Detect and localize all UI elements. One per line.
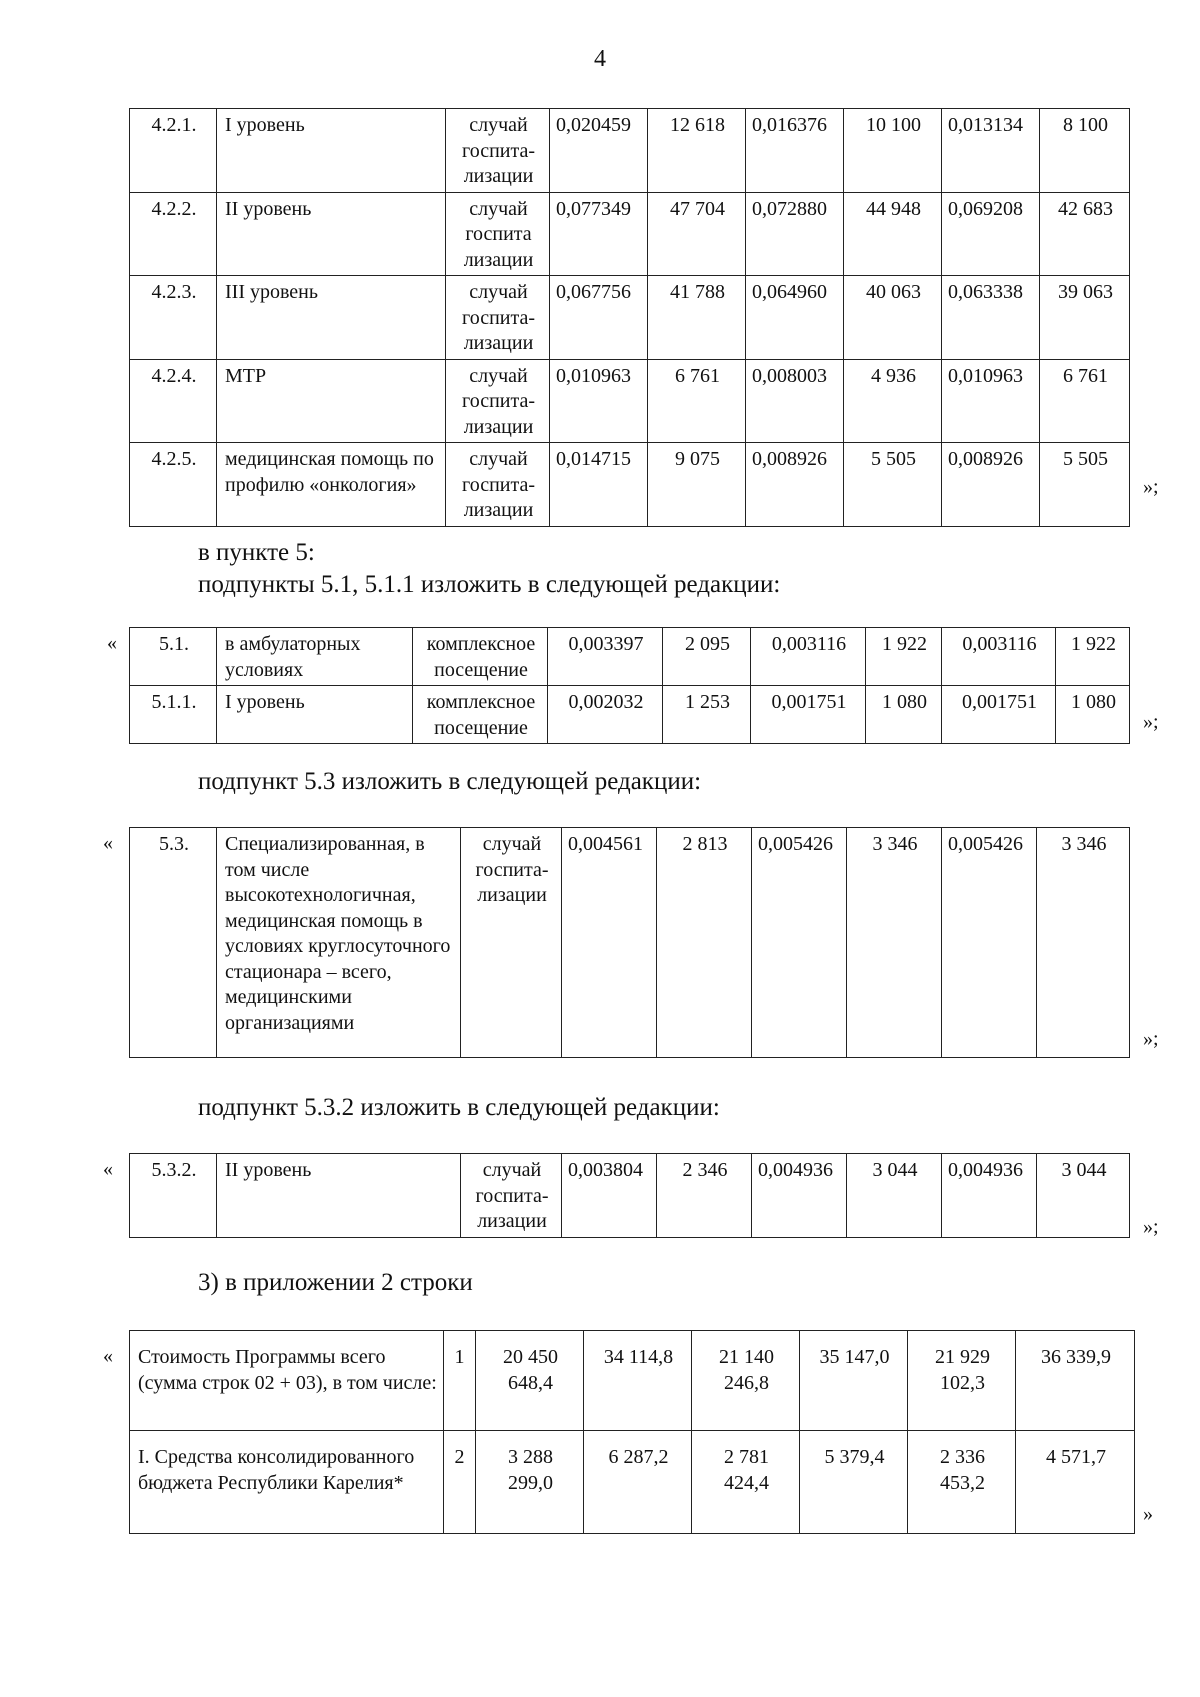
row-value: 0,003397 <box>548 628 663 686</box>
opening-quote: « <box>107 632 117 654</box>
table-4-2-block <box>129 108 1130 527</box>
row-name: в амбулаторных условиях <box>217 628 413 686</box>
table-row <box>130 628 1130 686</box>
opening-quote: « <box>103 1158 113 1180</box>
row-value: 0,003116 <box>942 628 1056 686</box>
paragraph-subpoints-5-1: подпункты 5.1, 5.1.1 изложить в следующей редакции: <box>198 571 781 598</box>
row-value: 2 781 424,4 <box>692 1431 800 1534</box>
row-value: 0,064960 <box>746 276 844 360</box>
row-value: 0,005426 <box>752 828 847 1058</box>
row-value: 6 287,2 <box>584 1431 692 1534</box>
row-line-number: 2 <box>444 1431 476 1534</box>
row-value: 0,016376 <box>746 109 844 193</box>
row-value: 0,013134 <box>942 109 1040 193</box>
row-value: 1 080 <box>1056 686 1130 744</box>
row-value: 10 100 <box>844 109 942 193</box>
row-value: 0,072880 <box>746 192 844 276</box>
row-value: 0,001751 <box>751 686 866 744</box>
row-value: 39 063 <box>1040 276 1130 360</box>
row-value: 0,063338 <box>942 276 1040 360</box>
page-number: 4 <box>594 46 606 72</box>
row-name: III уровень <box>217 276 446 360</box>
row-value: 0,010963 <box>942 359 1040 443</box>
table-row <box>130 109 1130 193</box>
row-value: 44 948 <box>844 192 942 276</box>
row-value: 2 095 <box>663 628 751 686</box>
row-value: 0,004936 <box>752 1154 847 1238</box>
opening-quote: « <box>103 832 113 854</box>
row-value: 3 044 <box>1037 1154 1130 1238</box>
row-value: 0,008926 <box>942 443 1040 527</box>
row-value: 0,067756 <box>550 276 648 360</box>
row-value: 20 450 648,4 <box>476 1331 584 1431</box>
row-value: 5 505 <box>844 443 942 527</box>
row-value: 6 761 <box>648 359 746 443</box>
row-value: 0,008926 <box>746 443 844 527</box>
row-value: 1 922 <box>866 628 942 686</box>
row-value: 3 288 299,0 <box>476 1431 584 1534</box>
row-name: II уровень <box>217 1154 461 1238</box>
row-code: 5.3.2. <box>130 1154 217 1238</box>
row-value: 9 075 <box>648 443 746 527</box>
row-value: 2 346 <box>657 1154 752 1238</box>
row-unit: случай госпита-лизации <box>446 359 550 443</box>
row-line-number: 1 <box>444 1331 476 1431</box>
row-code: 5.3. <box>130 828 217 1058</box>
row-value: 42 683 <box>1040 192 1130 276</box>
row-value: 21 929 102,3 <box>908 1331 1016 1431</box>
row-value: 6 761 <box>1040 359 1130 443</box>
row-code: 4.2.4. <box>130 359 217 443</box>
row-value: 0,004936 <box>942 1154 1037 1238</box>
row-value: 0,020459 <box>550 109 648 193</box>
closing-quote: »; <box>1143 1028 1159 1050</box>
paragraph-point-5: в пункте 5: <box>198 539 315 566</box>
closing-quote: »; <box>1143 476 1159 498</box>
row-value: 3 346 <box>1037 828 1130 1058</box>
row-value: 4 571,7 <box>1016 1431 1135 1534</box>
table-row <box>130 443 1130 527</box>
table-row <box>130 828 1130 1058</box>
row-name: I уровень <box>217 686 413 744</box>
row-value: 0,069208 <box>942 192 1040 276</box>
closing-quote: » <box>1143 1503 1153 1525</box>
row-name: Специализированная, в том числе высокотехнологичная, медицинская помощь в условиях круглосуточного стационара – всего, медицинскими организациями <box>217 828 461 1058</box>
row-code: 4.2.2. <box>130 192 217 276</box>
row-value: 2 813 <box>657 828 752 1058</box>
table-row <box>130 192 1130 276</box>
closing-quote: »; <box>1143 1216 1159 1238</box>
table-5-1 <box>129 627 1130 744</box>
table-row <box>130 686 1130 744</box>
row-value: 4 936 <box>844 359 942 443</box>
table-row <box>130 1431 1135 1534</box>
row-value: 35 147,0 <box>800 1331 908 1431</box>
row-value: 0,008003 <box>746 359 844 443</box>
paragraph-subpoint-5-3: подпункт 5.3 изложить в следующей редакции: <box>198 768 702 795</box>
table-row <box>130 276 1130 360</box>
row-value: 1 253 <box>663 686 751 744</box>
paragraph-appendix-2: 3) в приложении 2 строки <box>198 1269 473 1296</box>
table-5-1-block <box>129 627 1130 744</box>
row-name: I уровень <box>217 109 446 193</box>
closing-quote: »; <box>1143 711 1159 733</box>
table-row <box>130 1331 1135 1431</box>
row-value: 1 080 <box>866 686 942 744</box>
row-value: 41 788 <box>648 276 746 360</box>
row-code: 4.2.1. <box>130 109 217 193</box>
table-row <box>130 359 1130 443</box>
row-value: 2 336 453,2 <box>908 1431 1016 1534</box>
table-5-3-2 <box>129 1153 1130 1238</box>
row-code: 5.1. <box>130 628 217 686</box>
row-value: 47 704 <box>648 192 746 276</box>
row-unit: случай госпита-лизации <box>461 1154 562 1238</box>
row-unit: комплексное посещение <box>413 628 548 686</box>
row-name: медицинская помощь по профилю «онкология» <box>217 443 446 527</box>
row-value: 5 379,4 <box>800 1431 908 1534</box>
row-value: 1 922 <box>1056 628 1130 686</box>
row-value: 3 346 <box>847 828 942 1058</box>
row-unit: случай госпита-лизации <box>461 828 562 1058</box>
row-value: 0,010963 <box>550 359 648 443</box>
row-code: 5.1.1. <box>130 686 217 744</box>
row-unit: случай госпита лизации <box>446 192 550 276</box>
row-name: II уровень <box>217 192 446 276</box>
row-value: 0,014715 <box>550 443 648 527</box>
row-value: 0,005426 <box>942 828 1037 1058</box>
opening-quote: « <box>103 1345 113 1367</box>
row-name: МТР <box>217 359 446 443</box>
row-code: 4.2.5. <box>130 443 217 527</box>
table-appendix-2 <box>129 1330 1135 1534</box>
row-value: 0,003804 <box>562 1154 657 1238</box>
row-value: 21 140 246,8 <box>692 1331 800 1431</box>
row-value: 8 100 <box>1040 109 1130 193</box>
row-value: 36 339,9 <box>1016 1331 1135 1431</box>
table-4-2 <box>129 108 1130 527</box>
row-value: 0,001751 <box>942 686 1056 744</box>
row-value: 5 505 <box>1040 443 1130 527</box>
table-5-3 <box>129 827 1130 1058</box>
row-value: 12 618 <box>648 109 746 193</box>
paragraph-subpoint-5-3-2: подпункт 5.3.2 изложить в следующей редакции: <box>198 1094 720 1121</box>
table-row <box>130 1154 1130 1238</box>
row-unit: случай госпита-лизации <box>446 443 550 527</box>
row-value: 34 114,8 <box>584 1331 692 1431</box>
row-value: 0,002032 <box>548 686 663 744</box>
table-5-3-block <box>129 827 1130 1058</box>
table-appendix-2-block <box>129 1330 1135 1534</box>
row-name: I. Средства консолидированного бюджета Республики Карелия* <box>130 1431 444 1534</box>
row-name: Стоимость Программы всего (сумма строк 02 + 03), в том числе: <box>130 1331 444 1431</box>
row-code: 4.2.3. <box>130 276 217 360</box>
row-value: 0,077349 <box>550 192 648 276</box>
row-value: 0,004561 <box>562 828 657 1058</box>
row-unit: комплексное посещение <box>413 686 548 744</box>
row-value: 3 044 <box>847 1154 942 1238</box>
row-value: 40 063 <box>844 276 942 360</box>
table-5-3-2-block <box>129 1153 1130 1238</box>
row-unit: случай госпита-лизации <box>446 276 550 360</box>
row-value: 0,003116 <box>751 628 866 686</box>
row-unit: случай госпита-лизации <box>446 109 550 193</box>
